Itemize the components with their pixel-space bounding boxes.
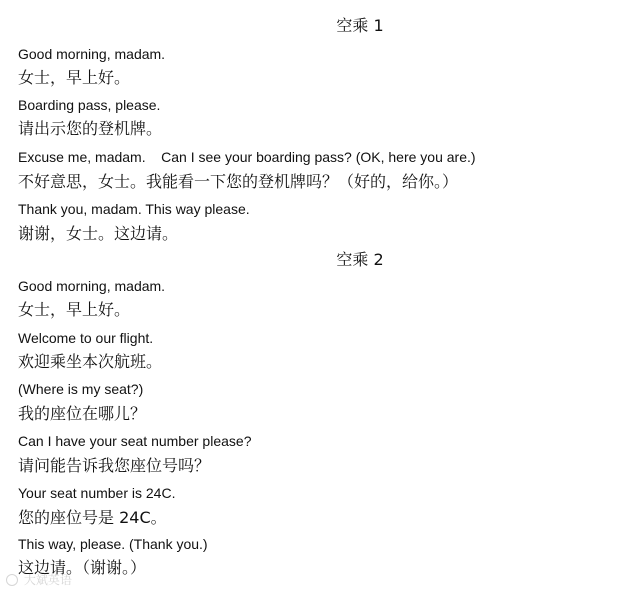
section-2-line-3: Welcome to our flight.: [18, 330, 154, 346]
watermark-logo-icon: [6, 574, 18, 586]
section-1-line-7: Thank you, madam. This way please.: [18, 201, 250, 217]
watermark: [6, 572, 72, 588]
section-2-line-4: 欢迎乘坐本次航班。: [18, 352, 163, 371]
section-1-line-1: Good morning, madam.: [18, 46, 166, 62]
section-1-title: 空乘 1: [336, 16, 384, 35]
watermark-text: 大斌英语: [23, 573, 72, 587]
section-2-line-12: 这边请。（谢谢。）: [18, 558, 147, 577]
section-1-line-6: 不好意思，女士。我能看一下您的登机牌吗？（好的，给你。）: [18, 172, 459, 191]
section-2-line-10: 您的座位号是 24C。: [18, 508, 167, 527]
section-2-title: 空乘 2: [336, 250, 384, 269]
section-1-line-2: 女士，早上好。: [18, 68, 131, 87]
section-2-line-1: Good morning, madam.: [18, 278, 166, 294]
section-2-line-2: 女士，早上好。: [18, 300, 131, 319]
section-2-line-5: (Where is my seat?): [18, 381, 144, 397]
section-1-line-4: 请出示您的登机牌。: [18, 119, 163, 138]
section-2-line-6: 我的座位在哪儿？: [18, 404, 147, 423]
section-2-line-9: Your seat number is 24C.: [18, 485, 176, 501]
section-1-line-8: 谢谢，女士。这边请。: [18, 224, 179, 243]
section-2-line-7: Can I have your seat number please?: [18, 433, 252, 449]
section-2-line-11: This way, please. (Thank you.): [18, 536, 208, 552]
section-1-line-3: Boarding pass, please.: [18, 97, 161, 113]
section-2-line-8: 请问能告诉我您座位号吗？: [18, 456, 211, 475]
section-1-line-5: Excuse me, madam. Can I see your boarding pass? (OK, here you are.): [18, 149, 476, 165]
